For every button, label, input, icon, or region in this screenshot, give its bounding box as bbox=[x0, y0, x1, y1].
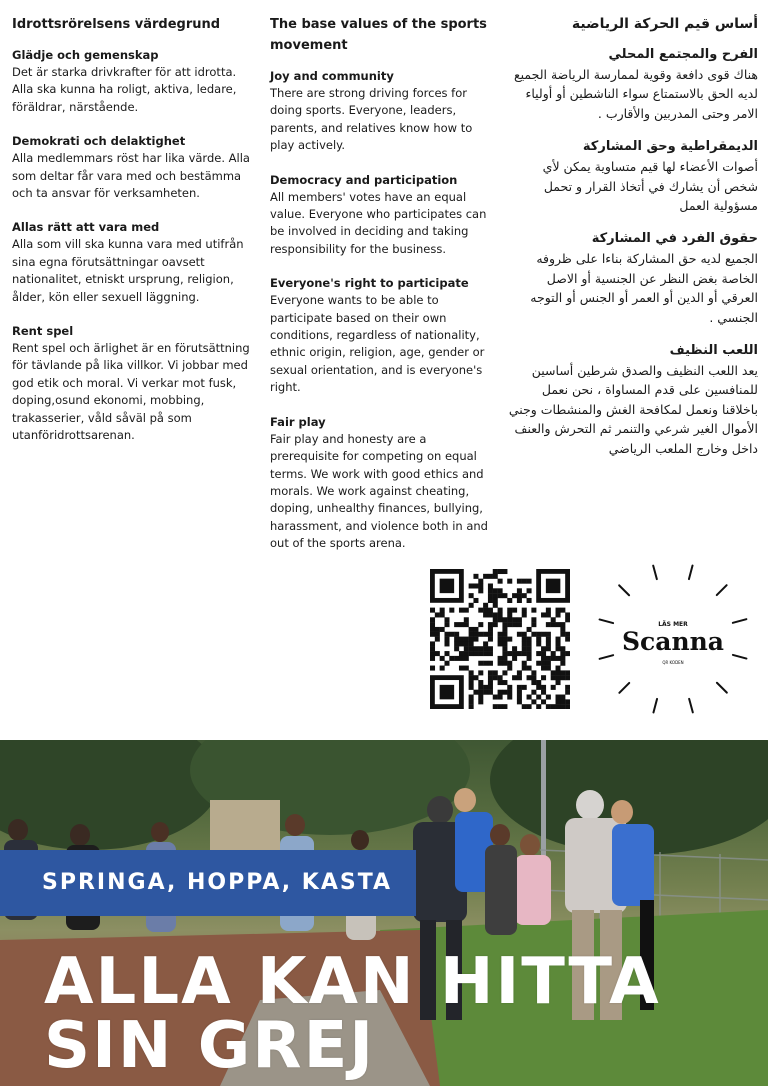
swedish-section bbox=[12, 219, 250, 306]
english-section bbox=[270, 172, 492, 259]
badge-bottom-text: QR KODEN bbox=[662, 660, 684, 665]
section-body: Det är starka drivkrafter för att idrotta. Alla ska kunna ha roligt, aktiva, ledare, föräldrar, närstående. bbox=[12, 65, 237, 114]
badge-top-text: LÄS MER bbox=[658, 621, 688, 628]
arabic-section bbox=[508, 229, 758, 327]
section-title: Everyone's right to participate bbox=[270, 276, 469, 291]
headline-line-1: ALLA KAN HITTA bbox=[44, 945, 661, 1019]
section-title: الديمقراطية وحق المشاركة bbox=[582, 139, 758, 155]
section-body: Everyone wants to be able to participate based on their own conditions, regardless of nationality, ethnic origin, religion, age, gender or sexual orientation, and is everyone's right. bbox=[270, 293, 485, 395]
scan-badge bbox=[594, 560, 752, 718]
section-body: All members' votes have an equal value. Everyone who participates can be involved in deciding and taking responsibility for the business. bbox=[270, 189, 487, 256]
arabic-section bbox=[508, 341, 758, 458]
section-title: الفرح والمجتمع المحلي bbox=[608, 47, 758, 62]
section-title: Joy and community bbox=[270, 69, 394, 83]
swedish-section bbox=[12, 47, 250, 116]
swedish-column bbox=[12, 14, 250, 462]
arabic-section bbox=[508, 45, 758, 123]
arabic-column bbox=[508, 14, 758, 472]
section-body: يعد اللعب النظيف والصدق شرطين أساسين للمنافسين على قدم المساواة ، نحن نعمل باخلاقنا ونعمل لمكافحة الغش والمنشطات وجني الأموال الغير شرعي والتنمر ثم التحرش والعنف داخل وخارج الملعب الرياضي bbox=[508, 363, 758, 456]
headline-line-2: SIN GREJ bbox=[44, 1009, 376, 1083]
banner-title: SPRINGA, HOPPA, KASTA bbox=[42, 870, 393, 895]
section-body: Fair play and honesty are a prerequisite for competing on equal terms. We work with good ethics and morals. We work against cheating, doping, unhealthy finances, bullying, harassment, and violence both in and out of the sports arena. bbox=[270, 431, 488, 551]
section-body: Alla medlemmars röst har lika värde. Alla som deltar får vara med och bestämma och ta ansvar för verksamheten. bbox=[12, 151, 250, 201]
section-title: Rent spel bbox=[12, 324, 74, 339]
section-title: Demokrati och delaktighet bbox=[12, 134, 186, 149]
section-title: اللعب النظيف bbox=[669, 343, 758, 359]
section-title: Democracy and participation bbox=[270, 172, 458, 187]
section-body: Rent spel och ärlighet är en förutsättning för tävlande på lika villkor. Vi jobbar med god etik och moral. Vi verkar mot fusk, doping,osund ekonomi, mobbing, trakasserier, våld såväl på som utanföridrottsarenan. bbox=[12, 341, 250, 443]
english-heading: The base values of the sports movement bbox=[270, 17, 487, 53]
arabic-section bbox=[508, 137, 758, 215]
section-body: Alla som vill ska kunna vara med utifrån sina egna förutsättningar oavsett nationalitet, etniskt ursprung, religion, ålder, kön eller sexuell läggning. bbox=[12, 237, 244, 304]
section-body: هناك قوى دافعة وقوية لممارسة الرياضة الجميع لديه الحق بالاستمتاع سواء الناشطين أو أولياء الامر وحتى المدربين والأقارب . bbox=[514, 67, 758, 121]
english-section bbox=[270, 414, 492, 553]
section-title: Allas rätt att vara med bbox=[12, 220, 160, 235]
swedish-heading: Idrottsrörelsens värdegrund bbox=[12, 17, 221, 32]
section-body: الجميع لديه حق المشاركة بناءا على ظروفه الخاصة بغض النظر عن الجنسية أو الاصل العرقي أو الدين أو العمر أو الجنس أو التوجه الجنسي . bbox=[530, 251, 758, 325]
section-body: أصوات الأعضاء لها قيم متساوية يمكن لأي شخص أن يشارك في أتخاذ القرار و تحمل مسؤولية العمل bbox=[542, 159, 758, 214]
section-title: حقوق الفرد في المشاركة bbox=[591, 231, 758, 247]
english-section bbox=[270, 68, 492, 155]
section-title: Glädje och gemenskap bbox=[12, 48, 159, 62]
qr-code-image[interactable] bbox=[430, 569, 570, 709]
swedish-section bbox=[12, 323, 250, 444]
english-column bbox=[270, 14, 492, 570]
swedish-section bbox=[12, 133, 250, 202]
banner bbox=[0, 850, 416, 916]
badge-main-text: Scanna bbox=[621, 627, 725, 656]
english-section bbox=[270, 275, 492, 396]
arabic-heading: أساس قيم الحركة الرياضية bbox=[571, 16, 758, 32]
section-title: Fair play bbox=[270, 414, 326, 429]
section-body: There are strong driving forces for doing sports. Everyone, leaders, parents, and relatives know how to play actively. bbox=[270, 86, 473, 153]
